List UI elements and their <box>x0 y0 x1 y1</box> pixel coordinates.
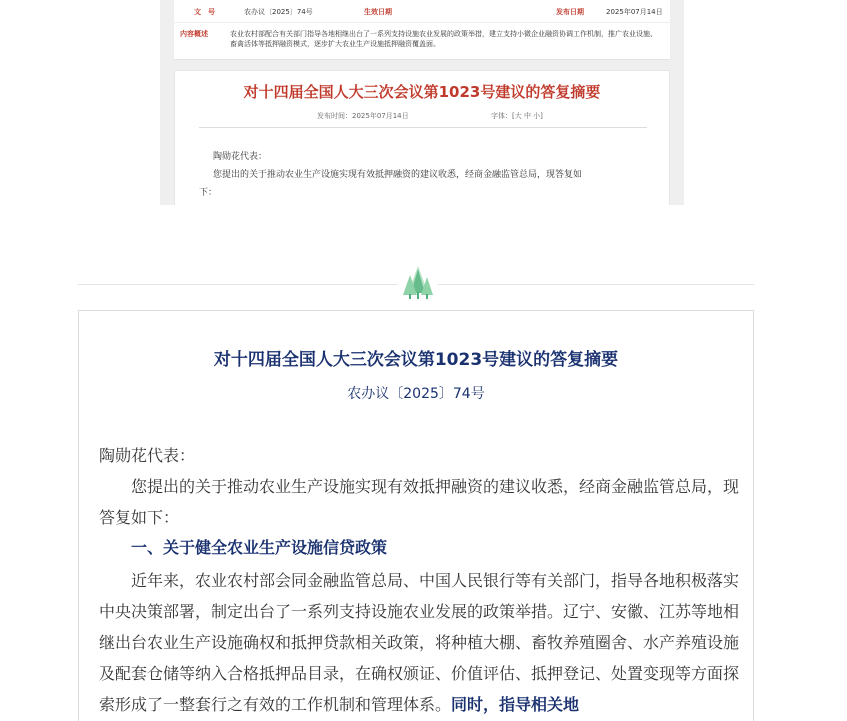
effective-date-label: 生效日期 <box>364 8 392 16</box>
paragraph-2-text: 近年来，农业农村部会同金融监管总局、中国人民银行等有关部门，指导各地积极落实中央决策部署，制定出台了一系列支持设施农业发展的政策举措。辽宁、安徽、江苏等地相继出台农业生产设施确权和抵押贷款相关政策，将种植大棚、畜牧养殖圈舍、水产养殖设施及配套仓储等纳入合格抵押品目录，在确权颁证、价值评估、抵押登记、处置变现等方面探索形成了一整套行之有效的工作机制和管理体系。 <box>99 571 740 714</box>
article-card <box>78 310 754 721</box>
article-paragraph-1: 您提出的关于推动农业生产设施实现有效抵押融资的建议收悉，经商金融监管总局，现答复如下： <box>99 477 740 527</box>
article-paragraph-2 <box>99 565 739 720</box>
publish-date-label: 发布日期 <box>556 8 584 16</box>
screenshot-line1: 您提出的关于推动农业生产设施实现有效抵押融资的建议收悉，经商金融监管总局，现答复如 <box>213 170 583 180</box>
paragraph-2-highlight: 同时，指导相关地 <box>451 695 580 714</box>
font-size-switch[interactable]: 字体：[大 中 小] <box>491 112 543 120</box>
summary-text: 农业农村部配合有关部门指导各地相继出台了一系列支持设施农业发展的政策举措，建立支持小微企业融资协调工作机制，推广农业设施、畜禽活体等抵押融资模式，逐步扩大农业生产设施抵押融资覆盖面。 <box>230 30 657 48</box>
article-title: 对十四届全国人大三次会议第1023号建议的答复摘要 <box>213 350 619 370</box>
meta-row-docno <box>174 4 670 20</box>
publish-date-value: 2025年07月14日 <box>606 8 663 16</box>
docno-value: 农办议〔2025〕74号 <box>244 8 313 16</box>
article-heading-1: 一、关于健全农业生产设施信贷政策 <box>131 538 388 557</box>
meta-separator <box>174 22 670 23</box>
screenshot-line2: 下： <box>199 188 218 198</box>
docno-label: 文 号 <box>194 8 215 16</box>
screenshot-article-card <box>174 70 670 205</box>
screenshot-salutation: 陶勋花代表： <box>213 152 268 162</box>
embedded-screenshot <box>160 0 684 205</box>
screenshot-publish-time: 发布时间：2025年07月14日 <box>317 112 409 120</box>
summary-label: 内容概述 <box>180 30 208 38</box>
tree-icon <box>398 263 438 301</box>
article-docno: 农办议〔2025〕74号 <box>347 386 485 402</box>
document-meta-table <box>174 0 670 60</box>
screenshot-title: 对十四届全国人大三次会议第1023号建议的答复摘要 <box>243 83 601 101</box>
article-salutation: 陶勋花代表： <box>99 446 196 465</box>
screenshot-divider <box>199 127 647 128</box>
